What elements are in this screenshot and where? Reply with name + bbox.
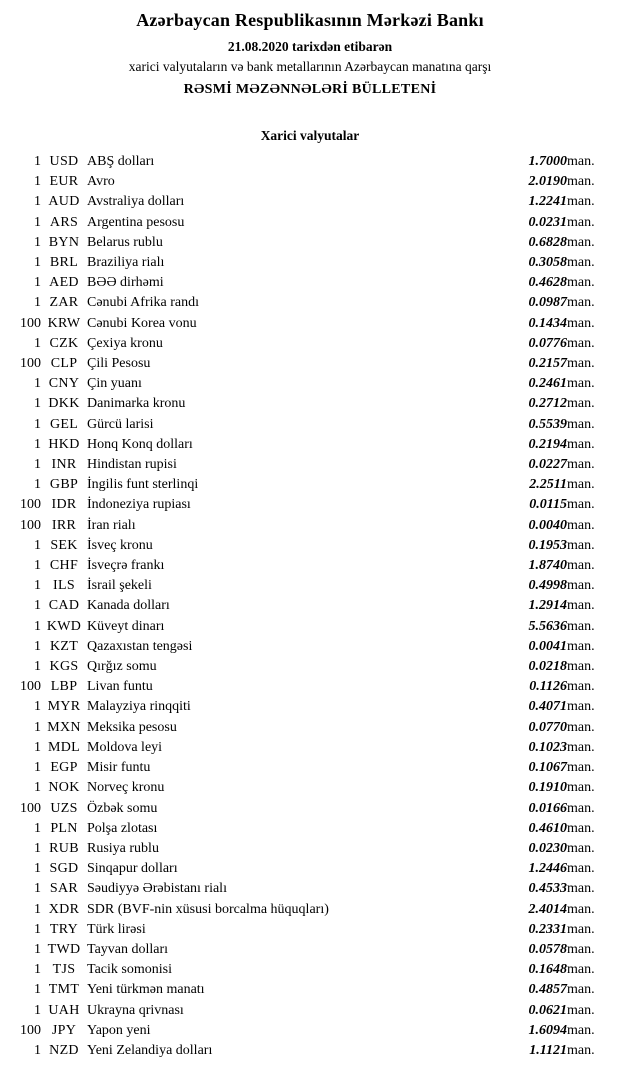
bank-title: Azərbaycan Respublikasının Mərkəzi Bankı (136, 10, 484, 30)
currency-quantity: 100 (20, 679, 41, 695)
rate-unit: man. (567, 537, 595, 553)
rate-unit: man. (567, 901, 595, 917)
table-row (7, 394, 613, 414)
currency-quantity: 1 (34, 962, 41, 978)
table-row (7, 819, 613, 839)
currency-code: TWD (47, 941, 81, 957)
currency-code: SAR (49, 881, 79, 897)
rate-unit: man. (567, 376, 595, 392)
currency-code: BYN (48, 234, 80, 250)
rate-unit: man. (567, 578, 595, 594)
rate-unit: man. (567, 679, 595, 695)
currency-name: Misir funtu (87, 760, 151, 776)
currency-quantity: 1 (34, 457, 41, 473)
rate-value: 2.0190 (528, 174, 567, 190)
table-row (7, 354, 613, 374)
table-row (7, 920, 613, 940)
rate-value: 0.0166 (528, 800, 567, 816)
rate-value: 0.0621 (528, 1002, 567, 1018)
currency-code: UAH (48, 1002, 80, 1018)
rate-value: 0.0231 (528, 214, 567, 230)
currency-code: TRY (49, 921, 79, 937)
currency-name: Çexiya kronu (87, 335, 163, 351)
rate-unit: man. (567, 659, 595, 675)
rate-unit: man. (567, 396, 595, 412)
currency-quantity: 1 (34, 618, 41, 634)
currency-code: NZD (49, 1042, 79, 1058)
table-row (7, 475, 613, 495)
currency-quantity: 1 (34, 699, 41, 715)
currency-code: PLN (50, 820, 78, 836)
rate-value: 0.6828 (528, 234, 567, 250)
rate-value: 0.1910 (528, 780, 567, 796)
currency-quantity: 100 (20, 497, 41, 513)
table-row (7, 778, 613, 798)
table-row (7, 1001, 613, 1021)
currency-name: İsrail şekeli (87, 578, 152, 594)
rate-unit: man. (567, 1002, 595, 1018)
currency-quantity: 1 (34, 901, 41, 917)
table-row (7, 617, 613, 637)
rate-unit: man. (567, 558, 595, 574)
currency-code: IRR (51, 517, 77, 533)
table-row (7, 980, 613, 1000)
rate-value: 0.0230 (528, 840, 567, 856)
currency-code: XDR (48, 901, 80, 917)
currency-name: Rusiya rublu (87, 840, 159, 856)
currency-name: BƏƏ dirhəmi (87, 275, 164, 291)
currency-name: İsveçrə frankı (87, 558, 165, 574)
bulletin-header (0, 10, 620, 98)
currency-code: USD (49, 154, 79, 169)
section-title-foreign-currencies: Xarici valyutalar (260, 128, 360, 143)
currency-quantity: 1 (34, 578, 41, 594)
currency-code: GEL (49, 416, 79, 432)
currency-name: Avstraliya dolları (87, 194, 185, 210)
currency-quantity: 1 (34, 780, 41, 796)
currency-name: Ukrayna qrivnası (87, 1002, 184, 1018)
rate-value: 0.0041 (528, 638, 567, 654)
currency-code: EGP (50, 760, 78, 776)
currency-name: Livan funtu (87, 679, 153, 695)
rate-value: 1.7000 (528, 154, 567, 169)
currency-quantity: 1 (34, 335, 41, 351)
currency-quantity: 1 (34, 598, 41, 614)
table-row (7, 900, 613, 920)
rate-unit: man. (567, 436, 595, 452)
currency-quantity: 1 (34, 1002, 41, 1018)
currency-code: ZAR (49, 295, 79, 311)
currency-code: CHF (49, 558, 79, 574)
rate-unit: man. (567, 275, 595, 291)
rate-value: 0.3058 (528, 255, 567, 271)
table-row (7, 152, 613, 172)
rate-unit: man. (567, 477, 595, 493)
currency-code: CZK (49, 335, 79, 351)
rate-unit: man. (567, 598, 595, 614)
rate-value: 0.4628 (528, 275, 567, 291)
currency-name: Tayvan dolları (87, 941, 169, 957)
rate-unit: man. (567, 982, 595, 998)
rate-value: 0.2194 (528, 436, 567, 452)
currency-code: DKK (48, 396, 80, 412)
rate-value: 1.6094 (528, 1022, 567, 1038)
currency-name: Belarus rublu (87, 234, 163, 250)
table-row (7, 596, 613, 616)
rate-value: 0.0987 (528, 295, 567, 311)
currency-code: CLP (50, 356, 78, 372)
currency-name: Braziliya rialı (87, 255, 165, 271)
rate-value: 0.0227 (528, 457, 567, 473)
currency-quantity: 1 (34, 214, 41, 230)
rate-value: 0.4998 (528, 578, 567, 594)
rate-unit: man. (567, 335, 595, 351)
currency-quantity: 1 (34, 396, 41, 412)
rate-unit: man. (567, 1022, 595, 1038)
currency-name: Hindistan rupisi (87, 457, 177, 473)
table-row (7, 334, 613, 354)
rate-unit: man. (567, 760, 595, 776)
currency-name: Kanada dolları (87, 598, 170, 614)
currency-name: SDR (BVF-nin xüsusi borcalma hüquqları) (87, 901, 329, 917)
currency-quantity: 1 (34, 982, 41, 998)
currency-name: Polşa zlotası (87, 820, 158, 836)
currency-quantity: 1 (34, 275, 41, 291)
rate-value: 0.0578 (528, 941, 567, 957)
currency-name: Küveyt dinarı (87, 618, 165, 634)
currency-name: Qırğız somu (87, 659, 157, 675)
currency-name: Danimarka kronu (87, 396, 186, 412)
table-row (7, 233, 613, 253)
rate-value: 0.2461 (528, 376, 567, 392)
rate-value: 0.2712 (528, 396, 567, 412)
currency-code: NOK (48, 780, 80, 796)
currency-code: GBP (49, 477, 79, 493)
rate-unit: man. (567, 255, 595, 271)
currency-quantity: 1 (34, 376, 41, 392)
rate-value: 0.1648 (528, 962, 567, 978)
rate-unit: man. (567, 234, 595, 250)
rate-value: 0.4533 (528, 881, 567, 897)
table-row (7, 839, 613, 859)
currency-code: KZT (49, 638, 79, 654)
currency-code: AUD (48, 194, 80, 210)
rate-unit: man. (567, 174, 595, 190)
table-row (7, 576, 613, 596)
rate-unit: man. (567, 780, 595, 796)
currency-name: Türk lirəsi (87, 921, 146, 937)
table-row (7, 374, 613, 394)
table-row (7, 455, 613, 475)
table-row (7, 738, 613, 758)
rate-value: 0.1126 (529, 679, 567, 695)
rate-value: 0.2331 (528, 921, 567, 937)
table-row (7, 435, 613, 455)
bulletin-title: RƏSMİ MƏZƏNNƏLƏRİ BÜLLETENİ (183, 82, 437, 97)
rate-unit: man. (567, 618, 595, 634)
table-row (7, 213, 613, 233)
rate-value: 0.1434 (528, 315, 567, 331)
table-row (7, 516, 613, 536)
currency-name: Honq Konq dolları (87, 436, 193, 452)
currency-name: Özbək somu (87, 800, 158, 816)
currency-quantity: 1 (34, 638, 41, 654)
rate-unit: man. (567, 800, 595, 816)
currency-quantity: 1 (34, 941, 41, 957)
currency-name: Çili Pesosu (87, 356, 151, 372)
rate-value: 0.1067 (528, 760, 567, 776)
currency-code: SEK (50, 537, 78, 553)
table-row (7, 697, 613, 717)
rate-value: 1.2914 (528, 598, 567, 614)
table-row (7, 799, 613, 819)
currency-code: CAD (48, 598, 80, 614)
currency-quantity: 1 (34, 477, 41, 493)
currency-name: İngilis funt sterlinqi (87, 477, 199, 493)
currency-quantity: 100 (20, 356, 41, 372)
table-row (7, 879, 613, 899)
table-row (7, 677, 613, 697)
currency-code: AED (49, 275, 79, 291)
currency-name: Sinqapur dolları (87, 861, 178, 877)
currency-name: Səudiyyə Ərəbistanı rialı (87, 881, 227, 897)
rate-unit: man. (567, 194, 595, 210)
currency-name: İsveç kronu (87, 537, 153, 553)
currency-quantity: 1 (34, 1042, 41, 1058)
rate-value: 0.0115 (529, 497, 567, 513)
rate-value: 0.4071 (528, 699, 567, 715)
currency-quantity: 1 (34, 719, 41, 735)
currency-quantity: 1 (34, 194, 41, 210)
currency-name: Qazaxıstan tengəsi (87, 638, 193, 654)
table-row (7, 637, 613, 657)
currency-code: RUB (49, 840, 79, 856)
currency-name: Cənubi Korea vonu (87, 315, 197, 331)
rate-value: 0.0776 (528, 335, 567, 351)
currency-code: INR (51, 457, 77, 473)
rate-value: 2.2511 (529, 477, 567, 493)
currency-name: İndoneziya rupiası (87, 497, 191, 513)
rate-value: 0.1953 (528, 537, 567, 553)
currency-code: ILS (53, 578, 75, 594)
rate-unit: man. (567, 315, 595, 331)
currency-quantity: 1 (34, 820, 41, 836)
effective-date: 21.08.2020 tarixdən etibarən (227, 39, 393, 54)
currency-code: TJS (52, 962, 76, 978)
currency-quantity: 1 (34, 154, 41, 169)
rate-unit: man. (567, 921, 595, 937)
currency-code: BRL (49, 255, 79, 271)
bulletin-subtitle: xarici valyutaların və bank metallarının Azərbaycan manatına qarşı (128, 59, 492, 74)
rate-unit: man. (567, 820, 595, 836)
currency-name: Avro (87, 174, 115, 190)
table-row (7, 1021, 613, 1041)
rate-unit: man. (567, 295, 595, 311)
rate-unit: man. (567, 356, 595, 372)
table-row (7, 718, 613, 738)
currency-code: UZS (50, 800, 78, 816)
currency-quantity: 1 (34, 416, 41, 432)
currency-code: SGD (49, 861, 79, 877)
currency-quantity: 1 (34, 174, 41, 190)
currency-quantity: 100 (20, 315, 41, 331)
currency-quantity: 1 (34, 840, 41, 856)
currency-quantity: 1 (34, 537, 41, 553)
rate-value: 0.4857 (528, 982, 567, 998)
table-row (7, 758, 613, 778)
currency-code: MXN (47, 719, 81, 735)
rate-value: 1.8740 (528, 558, 567, 574)
currency-quantity: 1 (34, 558, 41, 574)
rate-value: 1.1121 (529, 1042, 567, 1058)
currency-quantity: 1 (34, 255, 41, 271)
rate-unit: man. (567, 840, 595, 856)
currency-code: MYR (47, 699, 81, 715)
table-row (7, 293, 613, 313)
table-row (7, 273, 613, 293)
rate-unit: man. (567, 497, 595, 513)
currency-code: KWD (46, 618, 82, 634)
currency-code: KRW (47, 315, 81, 331)
exchange-rates-table (7, 152, 613, 1061)
currency-name: Yeni türkmən manatı (87, 982, 205, 998)
rate-unit: man. (567, 719, 595, 735)
currency-code: KGS (49, 659, 79, 675)
currency-quantity: 1 (34, 760, 41, 776)
currency-quantity: 1 (34, 234, 41, 250)
table-row (7, 657, 613, 677)
table-row (7, 415, 613, 435)
rate-value: 0.4610 (528, 820, 567, 836)
currency-quantity: 1 (34, 921, 41, 937)
rate-value: 0.0040 (528, 517, 567, 533)
rate-value: 0.1023 (528, 739, 567, 755)
currency-quantity: 100 (20, 1022, 41, 1038)
currency-quantity: 1 (34, 881, 41, 897)
table-row (7, 940, 613, 960)
rate-value: 1.2446 (528, 861, 567, 877)
currency-code: MDL (47, 739, 80, 755)
rate-value: 1.2241 (528, 194, 567, 210)
currency-name: İran rialı (87, 517, 136, 533)
currency-quantity: 1 (34, 436, 41, 452)
currency-name: Yeni Zelandiya dolları (87, 1042, 213, 1058)
currency-name: Gürcü larisi (87, 416, 154, 432)
table-row (7, 495, 613, 515)
table-row (7, 192, 613, 212)
table-row (7, 536, 613, 556)
rate-value: 2.4014 (528, 901, 567, 917)
currency-code: TMT (48, 982, 80, 998)
table-row (7, 172, 613, 192)
rate-unit: man. (567, 941, 595, 957)
currency-quantity: 1 (34, 861, 41, 877)
currency-name: Moldova leyi (87, 739, 163, 755)
rate-value: 0.2157 (528, 356, 567, 372)
table-row (7, 314, 613, 334)
currency-code: CNY (48, 376, 80, 392)
currency-quantity: 100 (20, 517, 41, 533)
rate-unit: man. (567, 214, 595, 230)
currency-name: ABŞ dolları (87, 154, 155, 169)
currency-name: Çin yuanı (87, 376, 142, 392)
rate-unit: man. (567, 638, 595, 654)
rate-unit: man. (567, 517, 595, 533)
rate-unit: man. (567, 416, 595, 432)
currency-code: EUR (49, 174, 79, 190)
currency-code: JPY (51, 1022, 77, 1038)
table-row (7, 556, 613, 576)
rate-unit: man. (567, 962, 595, 978)
rate-unit: man. (567, 699, 595, 715)
table-row (7, 960, 613, 980)
currency-name: Tacik somonisi (87, 962, 172, 978)
currency-quantity: 1 (34, 659, 41, 675)
currency-name: Meksika pesosu (87, 719, 177, 735)
table-row (7, 253, 613, 273)
rate-unit: man. (567, 861, 595, 877)
currency-code: IDR (51, 497, 77, 513)
currency-name: Argentina pesosu (87, 214, 185, 230)
currency-code: HKD (48, 436, 80, 452)
currency-name: Yapon yeni (87, 1022, 151, 1038)
currency-quantity: 100 (20, 800, 41, 816)
rate-unit: man. (567, 154, 595, 169)
currency-code: LBP (50, 679, 78, 695)
currency-code: ARS (49, 214, 79, 230)
rate-unit: man. (567, 881, 595, 897)
currency-quantity: 1 (34, 295, 41, 311)
rate-unit: man. (567, 1042, 595, 1058)
rate-unit: man. (567, 457, 595, 473)
currency-name: Cənubi Afrika randı (87, 295, 199, 311)
currency-quantity: 1 (34, 739, 41, 755)
rate-unit: man. (567, 739, 595, 755)
rate-value: 0.0770 (528, 719, 567, 735)
table-row (7, 859, 613, 879)
currency-name: Norveç kronu (87, 780, 165, 796)
table-row (7, 1041, 613, 1061)
rate-value: 0.0218 (528, 659, 567, 675)
currency-name: Malayziya rinqqiti (87, 699, 191, 715)
rate-value: 0.5539 (528, 416, 567, 432)
rate-value: 5.5636 (528, 618, 567, 634)
